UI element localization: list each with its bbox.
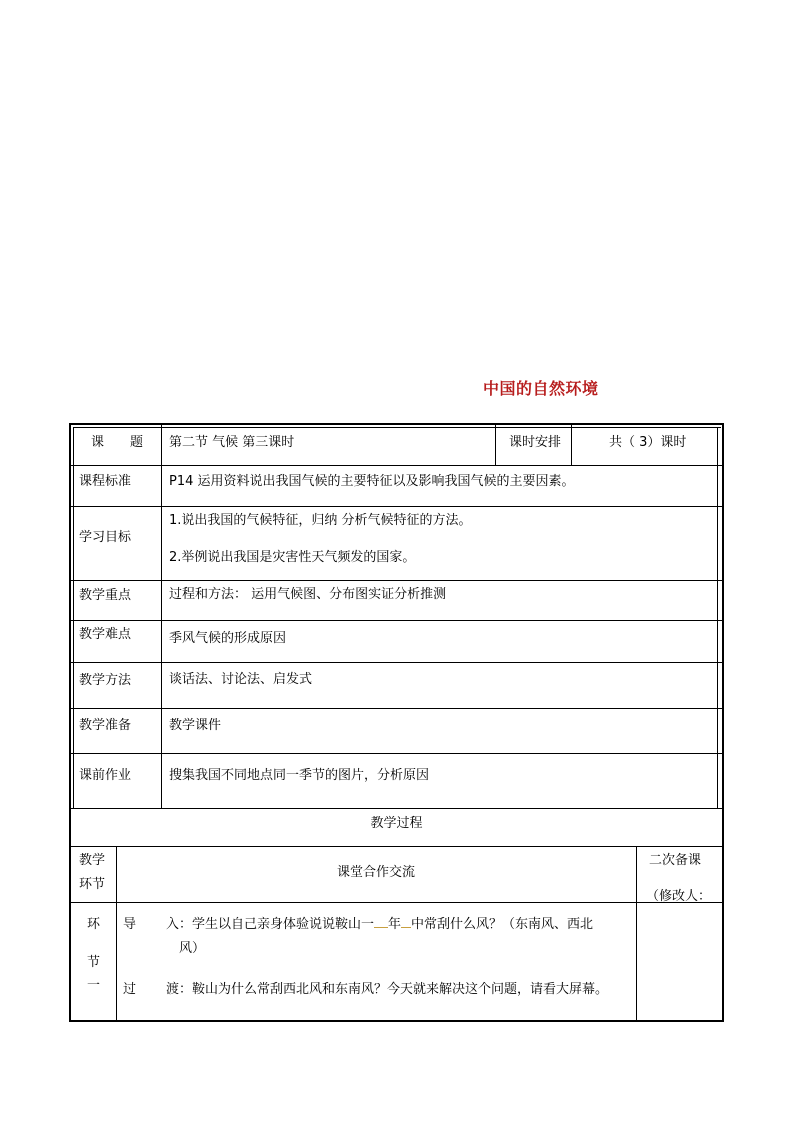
col-divider (495, 425, 496, 465)
schedule-label: 课时安排 (509, 435, 562, 450)
row-divider (71, 808, 722, 809)
row-divider (71, 753, 722, 754)
row-divider (71, 662, 722, 663)
col-divider (161, 425, 162, 808)
document-title: 中国的自然环境 (483, 379, 599, 398)
row-divider (71, 580, 722, 581)
homework-label: 课前作业 (79, 768, 132, 783)
objective-item: 1.说出我国的气候特征，归纳 分析气候特征的方法。 (169, 513, 472, 528)
row-divider (73, 427, 721, 428)
intro-text (166, 916, 593, 934)
process-header: 教学过程 (370, 816, 423, 831)
stage-label-char: 环 (87, 917, 101, 932)
row-divider (71, 708, 722, 709)
standard-label: 课程标准 (79, 474, 132, 489)
row-divider (71, 465, 722, 466)
stage-column-header: 环节 (79, 877, 106, 892)
intro-text-wrap: 风） (179, 941, 206, 956)
objectives-label: 学习目标 (79, 530, 132, 545)
method-value: 谈话法、讨论法、启发式 (169, 672, 313, 687)
review-column-header: （修改人： (646, 889, 712, 904)
main-column-header: 课堂合作交流 (336, 865, 415, 880)
intro-label: 导 (123, 917, 137, 932)
review-column-header: 二次备课 (649, 853, 702, 868)
stage-label-char: 一 (87, 978, 101, 993)
schedule-value: 共（ 3）课时 (609, 435, 687, 450)
prep-label: 教学准备 (79, 718, 132, 733)
row-divider (71, 902, 722, 903)
col-divider (636, 846, 637, 1020)
transition-text: 渡：鞍山为什么常刮西北风和东南风？今天就来解决这个问题，请看大屏幕。 (166, 982, 609, 997)
intro-text-suffix: 中常刮什么风？（东南风、西北 (411, 917, 594, 932)
row-divider (71, 506, 722, 507)
col-divider (73, 427, 74, 808)
difficulty-value: 季风气候的形成原因 (169, 631, 287, 646)
keypoint-label: 教学重点 (79, 588, 132, 603)
transition-label: 过 (123, 982, 137, 997)
col-divider (717, 427, 718, 808)
intro-text-mid: 年 (388, 917, 402, 932)
lesson-plan-table (69, 423, 724, 1022)
standard-value: P14 运用资料说出我国气候的主要特征以及影响我国气候的主要因素。 (169, 474, 575, 489)
difficulty-label: 教学难点 (79, 627, 132, 642)
intro-text-prefix: 入：学生以自己亲身体验说说鞍山一 (166, 917, 375, 932)
stage-column-header: 教学 (79, 853, 106, 868)
prep-value: 教学课件 (169, 718, 222, 733)
stage-label-char: 节 (87, 955, 101, 970)
fill-blank (374, 927, 388, 928)
col-divider (571, 425, 572, 465)
method-label: 教学方法 (79, 673, 132, 688)
homework-value: 搜集我国不同地点同一季节的图片，分析原因 (169, 768, 430, 783)
fill-blank (401, 927, 411, 928)
topic-label: 课 题 (91, 435, 144, 450)
keypoint-value: 过程和方法： 运用气候图、分布图实证分析推测 (169, 587, 447, 602)
topic-value: 第二节 气候 第三课时 (169, 435, 295, 450)
row-divider (71, 620, 722, 621)
objective-item: 2.举例说出我国是灾害性天气频发的国家。 (169, 550, 416, 565)
row-divider (71, 846, 722, 847)
